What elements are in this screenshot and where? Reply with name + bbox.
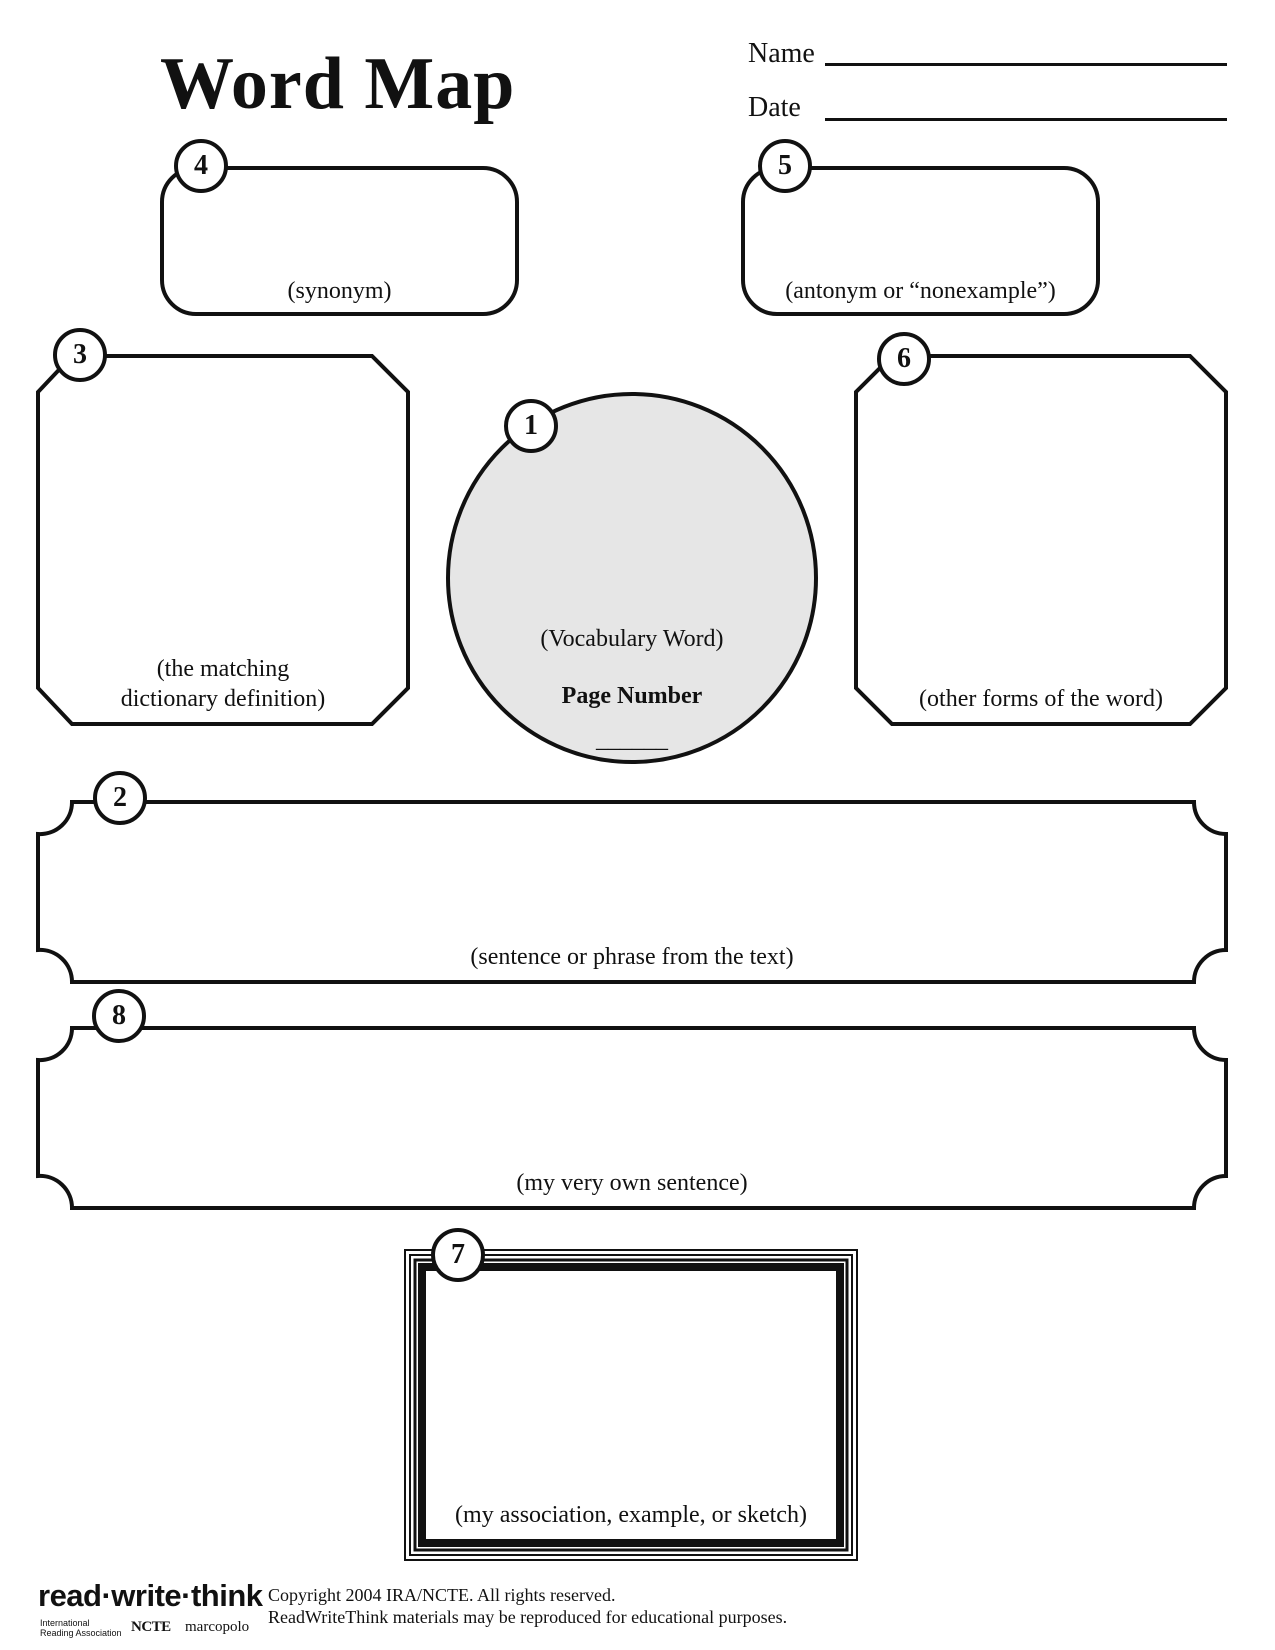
badge-5-number: 5 xyxy=(778,150,792,181)
badge-1-number: 1 xyxy=(524,410,538,441)
badge-7-number: 7 xyxy=(451,1239,465,1270)
badge-8-number: 8 xyxy=(112,1000,126,1031)
marcopolo-logo: marcopolo xyxy=(185,1619,250,1635)
antonym-caption: (antonym or “nonexample”) xyxy=(785,278,1056,304)
definition-caption-line1: (the matching xyxy=(156,656,290,682)
ira-logo-line1: International xyxy=(40,1618,90,1628)
copyright-line2: ReadWriteThink materials may be reproduced for educational purposes. xyxy=(268,1607,788,1627)
ira-logo-line2: Reading Association xyxy=(40,1628,122,1638)
text-sentence-caption: (sentence or phrase from the text) xyxy=(470,944,794,970)
synonym-caption: (synonym) xyxy=(287,278,392,304)
date-label: Date xyxy=(748,92,801,123)
copyright-line1: Copyright 2004 IRA/NCTE. All rights reserved. xyxy=(268,1585,616,1605)
ira-logo-text xyxy=(40,1618,122,1638)
own-sentence-caption: (my very own sentence) xyxy=(516,1170,748,1196)
page-number-label: Page Number xyxy=(561,683,703,709)
badge-6-number: 6 xyxy=(897,343,911,374)
ncte-logo: NCTE xyxy=(131,1619,171,1635)
name-label: Name xyxy=(748,38,815,69)
vocabulary-caption: (Vocabulary Word) xyxy=(540,626,724,652)
badge-3-number: 3 xyxy=(73,339,87,370)
word-forms-box[interactable] xyxy=(856,356,1226,724)
page-title: Word Map xyxy=(160,43,516,125)
copyright-notice xyxy=(268,1584,787,1628)
association-caption: (my association, example, or sketch) xyxy=(455,1502,807,1528)
readwritethink-logo: read·write·think xyxy=(38,1578,263,1613)
badge-4-number: 4 xyxy=(194,150,208,181)
definition-caption-line2: dictionary definition) xyxy=(120,686,326,712)
badge-2-number: 2 xyxy=(113,782,127,813)
page-number-blank[interactable]: ______ xyxy=(596,727,668,753)
word-forms-caption: (other forms of the word) xyxy=(919,686,1163,712)
